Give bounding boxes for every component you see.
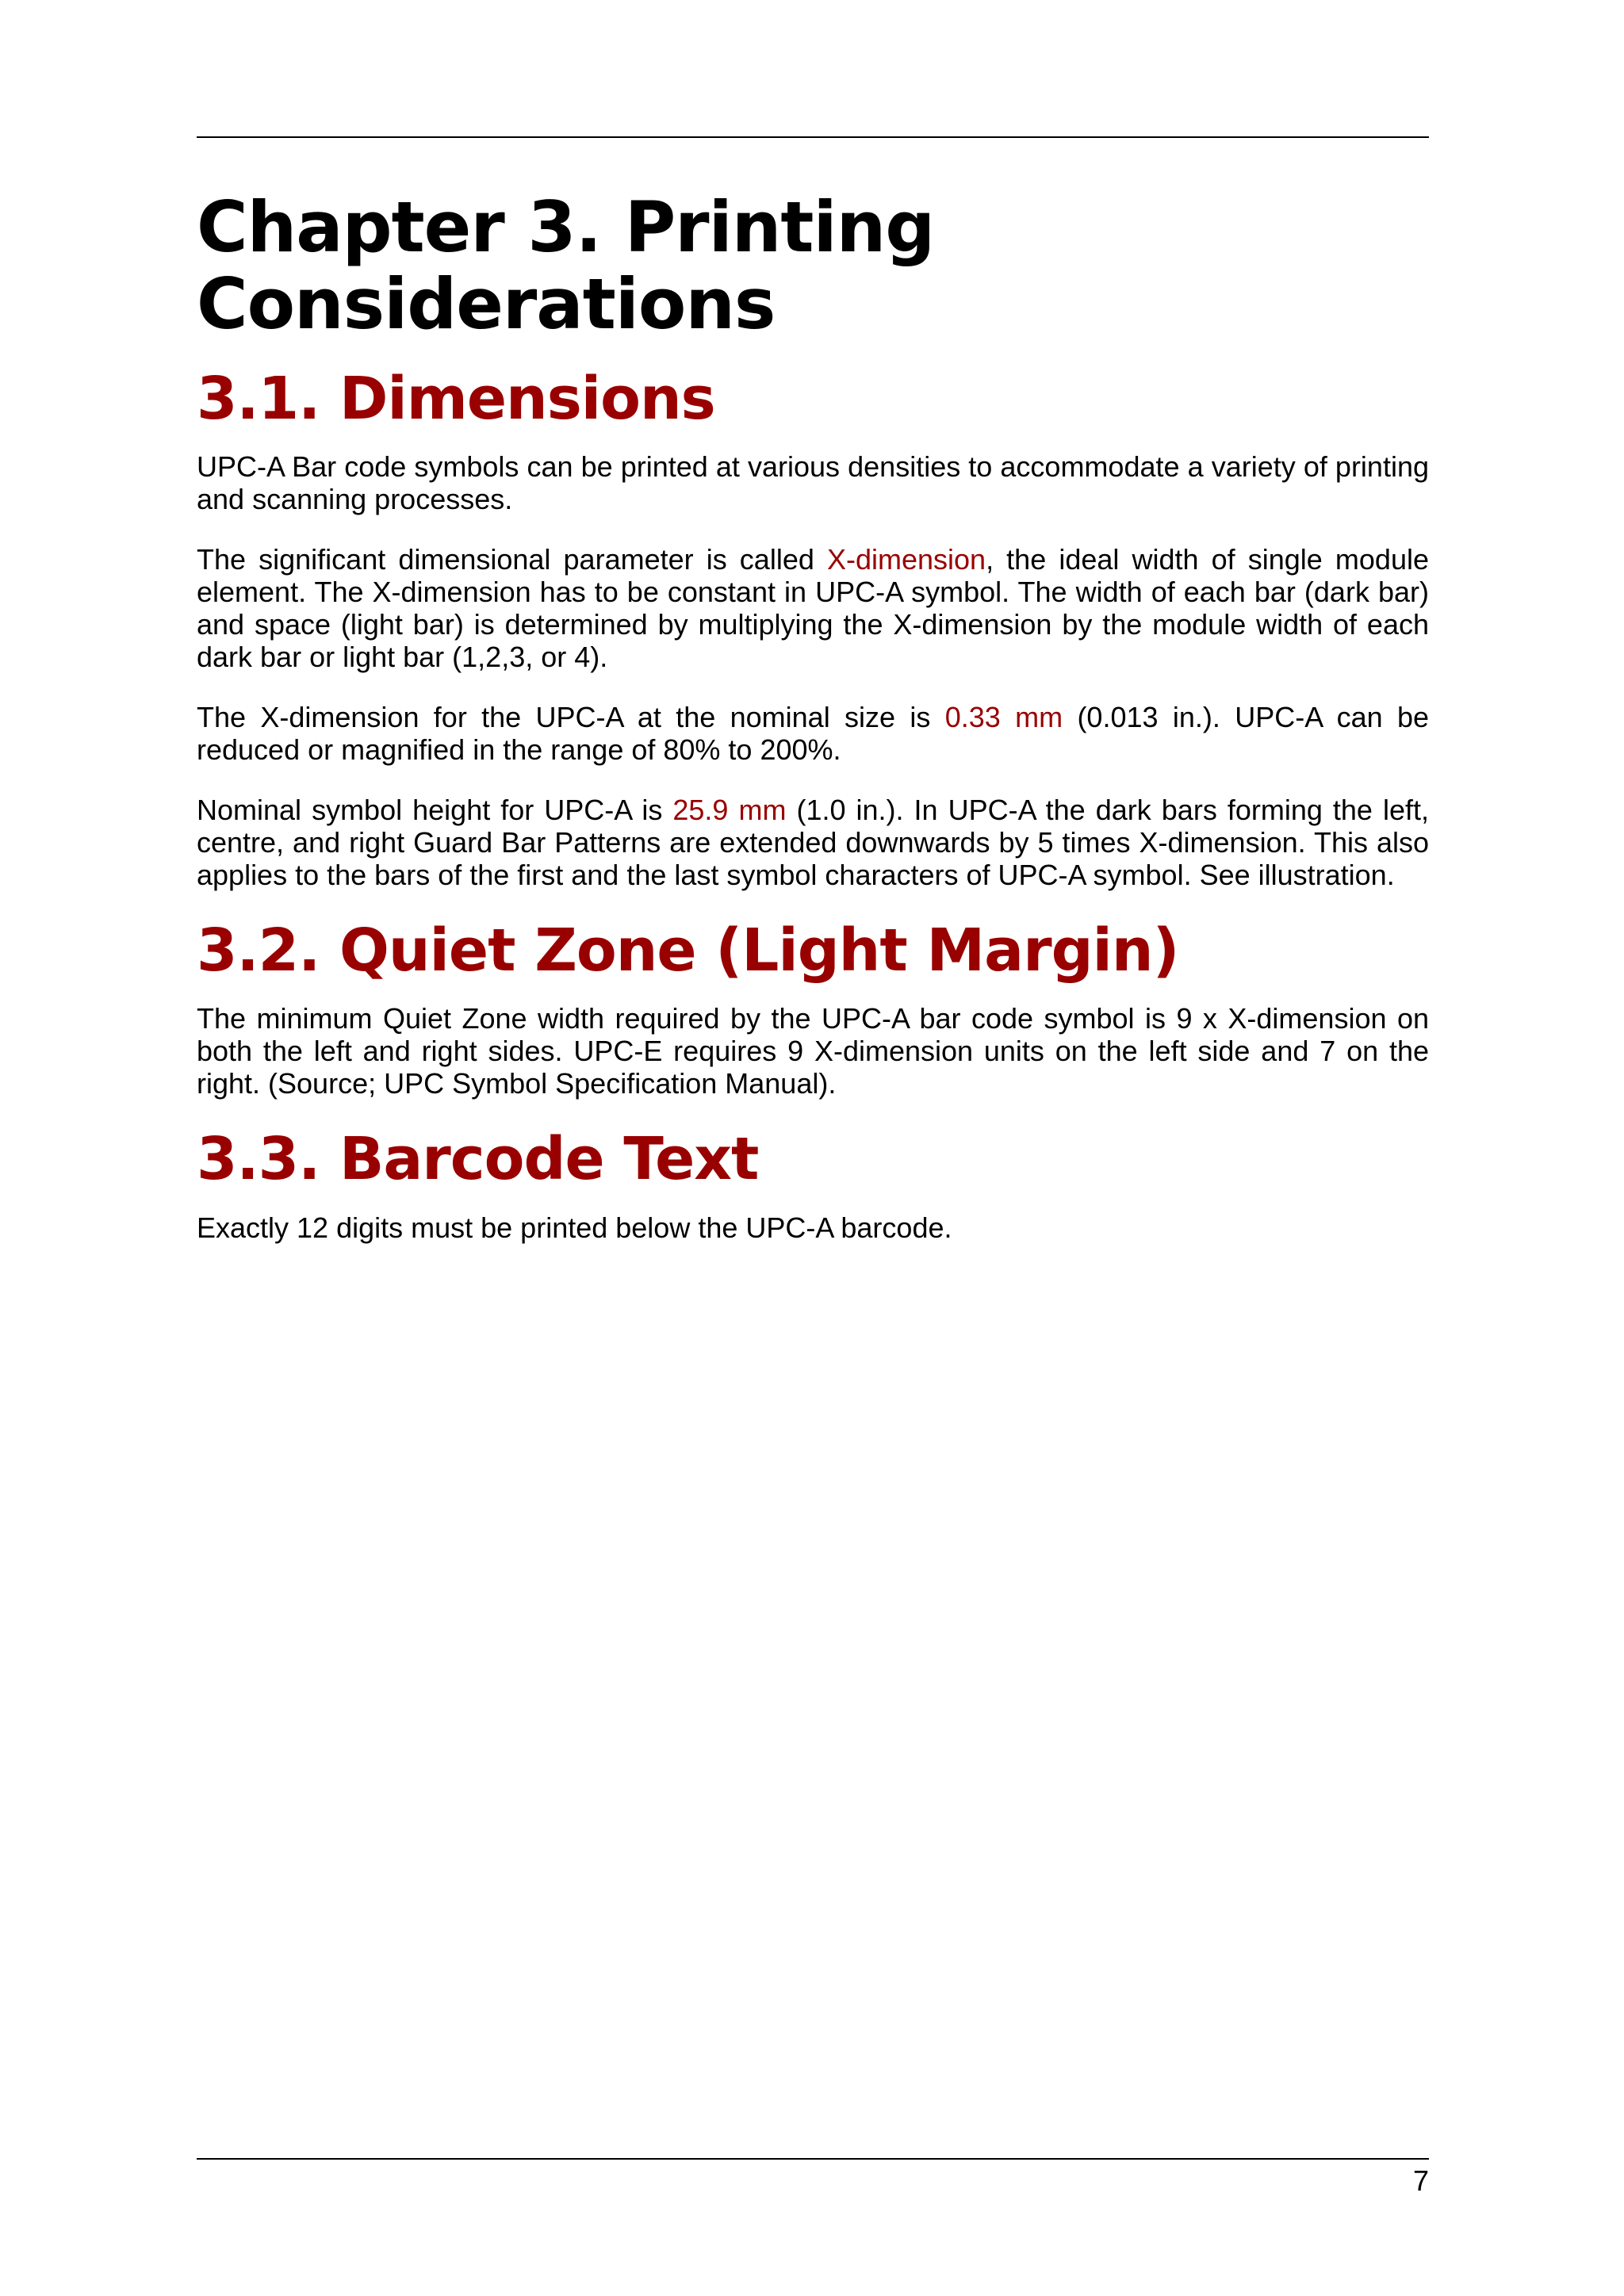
paragraph: UPC-A Bar code symbols can be printed at various densities to accommodate a variety of printing and scanning processes. [197,450,1429,515]
paragraph: Exactly 12 digits must be printed below the UPC-A barcode. [197,1211,952,1244]
paragraph: The minimum Quiet Zone width required by the UPC-A bar code symbol is 9 x X-dimension on both the left and right sides. UPC-E requires 9 X-dimension units on the left side and 7 on the right. (Source; UPC Symbol Specification Manual). [197,1002,1429,1100]
paragraph: Nominal symbol height for UPC-A is 25.9 mm (1.0 in.). In UPC-A the dark bars forming the left, centre, and right Guard Bar Patterns are extended downwards by 5 times X-dimension. This also applies to the bars of the first and the last symbol characters of UPC-A symbol. See illustration. [197,793,1430,891]
term-symbol-height: 25.9 mm [672,793,787,826]
page-content [197,170,1429,1272]
term-x-dimension: X-dimension [826,542,986,576]
footer-rule [197,2158,1429,2160]
header-rule [197,136,1429,138]
chapter-title: Chapter 3. Printing Considerations [197,186,935,345]
paragraph: The X-dimension for the UPC-A at the nominal size is 0.33 mm (0.013 in.). UPC-A can be reduced or magnified in the range of 80% to 200%. [197,700,1429,766]
section-title-quiet-zone: 3.2. Quiet Zone (Light Margin) [197,916,1179,985]
section-title-dimensions: 3.1. Dimensions [197,364,715,433]
paragraph: The significant dimensional parameter is called X-dimension, the ideal width of single module element. The X-dimension has to be constant in UPC-A symbol. The width of each bar (dark bar) and space (light bar) is determined by multiplying the X-dimension by the module width of each dark bar or light bar (1,2,3, or 4). [197,542,1429,673]
section-title-barcode-text: 3.3. Barcode Text [197,1125,759,1194]
page-number: 7 [1412,2164,1429,2197]
term-nominal-size: 0.33 mm [944,700,1063,733]
